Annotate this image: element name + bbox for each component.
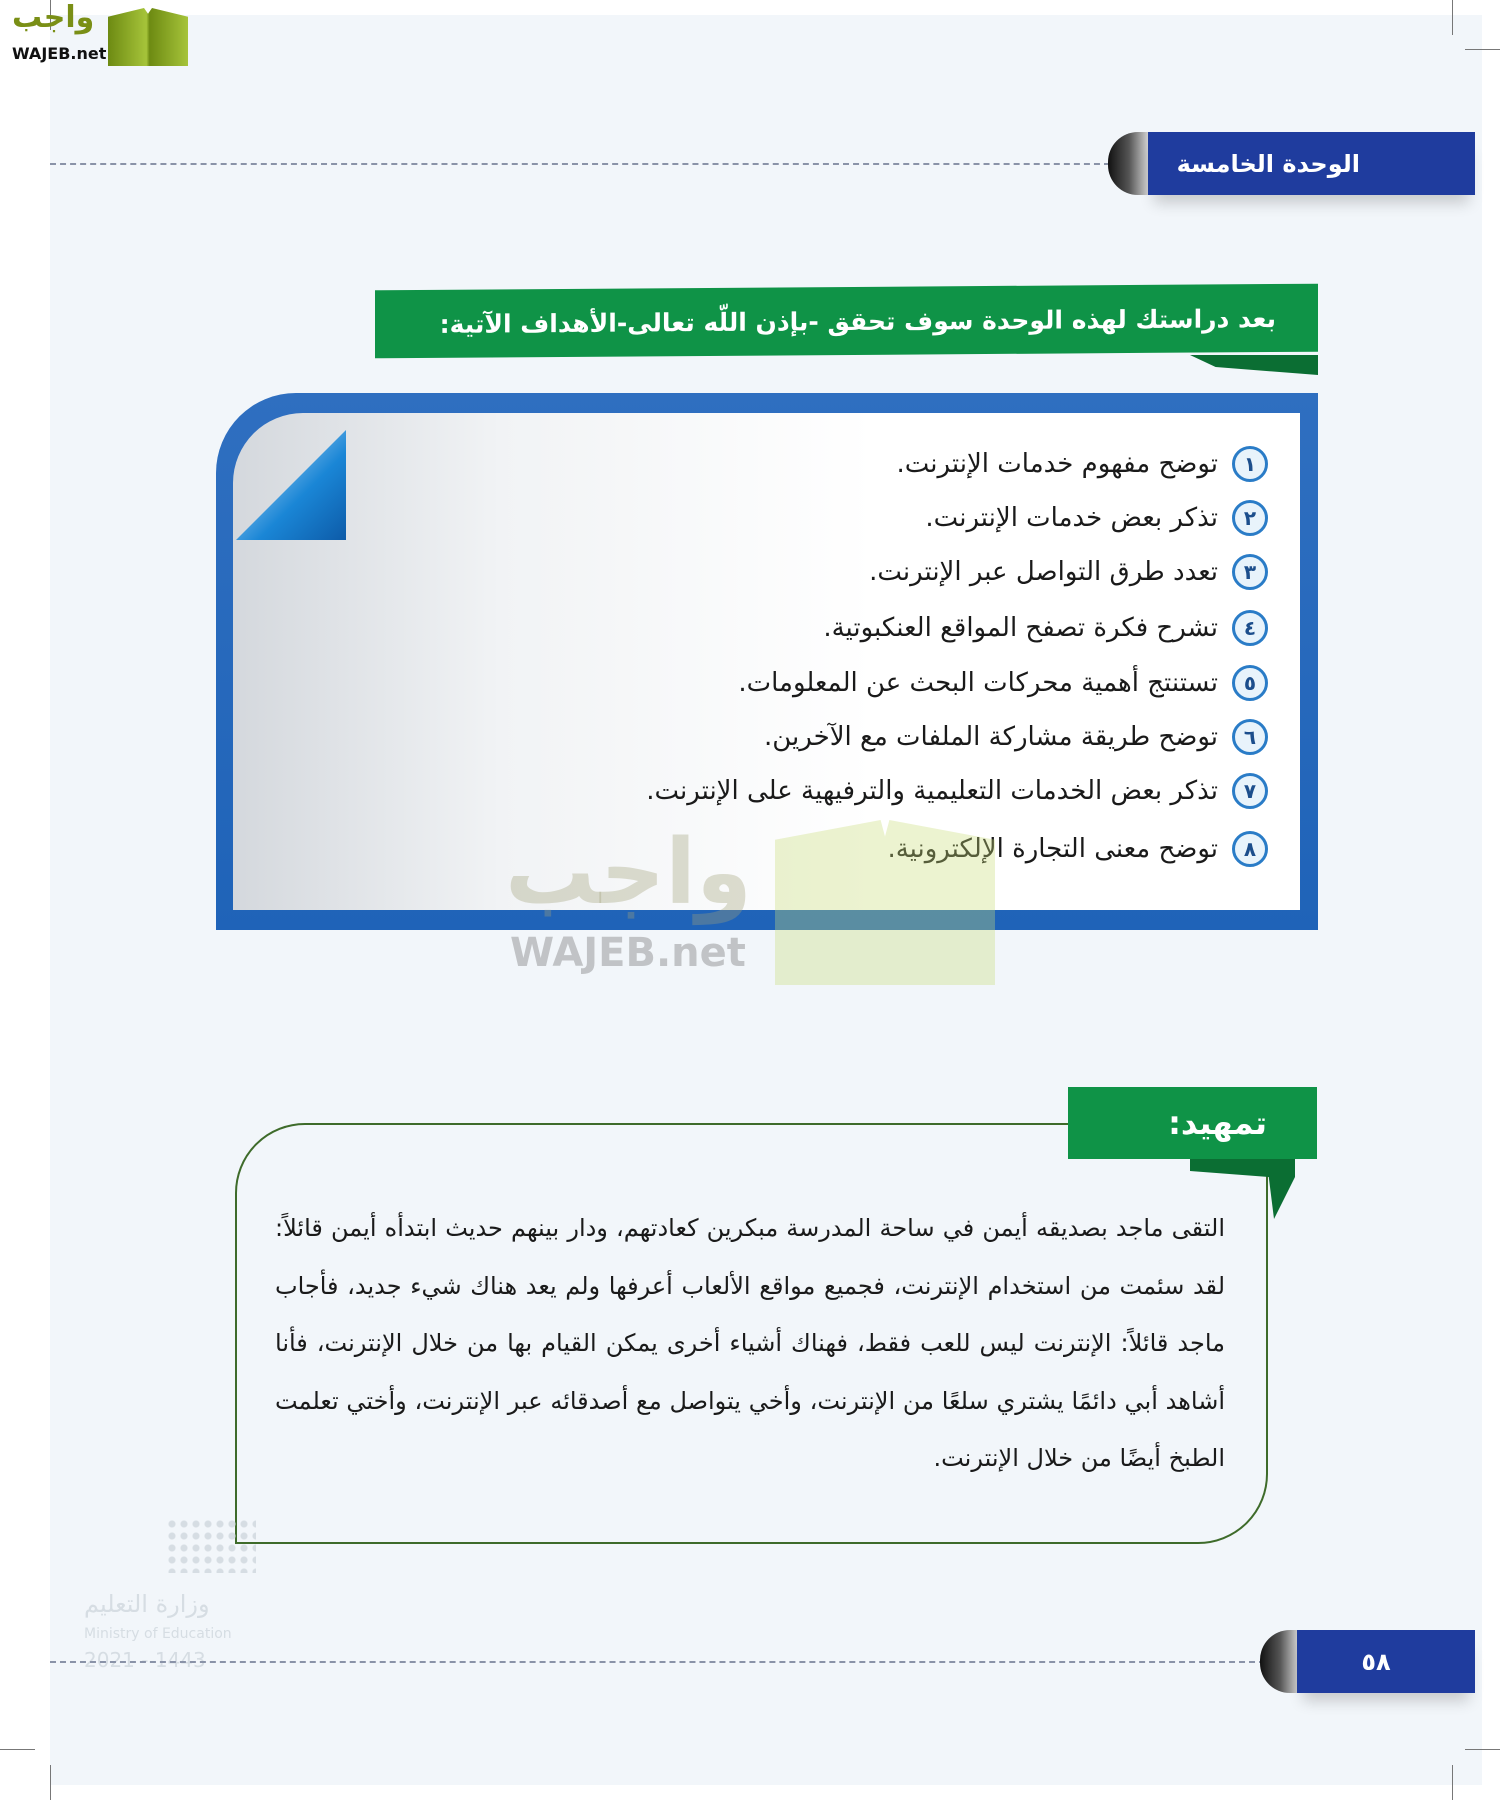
objectives-heading: بعد دراستك لهذه الوحدة سوف تحقق -بإذن اللّه تعالى-الأهداف الآتية:: [375, 284, 1318, 359]
crop-mark: [50, 1765, 51, 1800]
objective-item: [823, 610, 1268, 646]
objective-item: [764, 719, 1268, 755]
number-badge: ٦: [1232, 719, 1268, 755]
objective-item: [646, 773, 1268, 809]
number-badge: ٣: [1232, 554, 1268, 590]
intro-heading: تمهيد:: [1068, 1087, 1317, 1159]
ministry-arabic: وزارة التعليم: [84, 1590, 210, 1618]
watermark-arabic: واجب: [505, 820, 752, 925]
crop-mark: [1452, 1765, 1453, 1800]
number-badge: ٢: [1232, 500, 1268, 536]
crop-mark: [1452, 0, 1453, 35]
dots-emblem-icon: [166, 1518, 256, 1573]
crop-mark: [1465, 1749, 1500, 1750]
ministry-logo: [84, 1518, 264, 1678]
page-number: ٥٨: [1297, 1630, 1475, 1693]
objective-item: [869, 554, 1268, 590]
number-badge: ٤: [1232, 610, 1268, 646]
watermark-latin: WAJEB.net: [510, 930, 746, 976]
objective-text: تعدد طرق التواصل عبر الإنترنت.: [869, 557, 1218, 587]
objective-text: تذكر بعض الخدمات التعليمية والترفيهية على الإنترنت.: [646, 776, 1218, 806]
number-badge: ٨: [1232, 831, 1268, 867]
number-badge: ٥: [1232, 665, 1268, 701]
objective-text: توضح طريقة مشاركة الملفات مع الآخرين.: [764, 722, 1218, 752]
ministry-english: Ministry of Education: [84, 1626, 232, 1642]
objective-text: توضح مفهوم خدمات الإنترنت.: [896, 449, 1218, 479]
footer-divider: [50, 1661, 1265, 1663]
unit-title: الوحدة الخامسة: [1148, 132, 1475, 195]
objective-text: تستنتج أهمية محركات البحث عن المعلومات.: [738, 668, 1218, 698]
watermark-book-icon: [775, 820, 995, 985]
wajeb-logo[interactable]: [8, 0, 193, 68]
logo-arabic: واجب: [12, 0, 95, 35]
objective-text: توضح معنى التجارة الإلكترونية.: [887, 834, 1218, 864]
crop-mark: [0, 1749, 35, 1750]
number-badge: ٧: [1232, 773, 1268, 809]
number-badge: ١: [1232, 446, 1268, 482]
objective-text: تذكر بعض خدمات الإنترنت.: [925, 503, 1218, 533]
intro-paragraph: التقى ماجد بصديقه أيمن في ساحة المدرسة مبكرين كعادتهم، ودار بينهم حديث ابتدأه أيمن قائلاً: لقد سئمت من استخدام الإنترنت، فجميع مواقع الألعاب أعرفها ولم يعد هناك شيء جديد، فأجاب ماجد قائلاً: الإنترنت ليس للعب فقط، فهناك أشياء أخرى يمكن القيام بها من خلال الإنترنت، فأنا أشاهد أبي دائمًا يشتري سلعًا من الإنترنت، وأخي يتواصل مع أصدقائه عبر الإنترنت، وأختي تعلمت الطبخ أيضًا من خلال الإنترنت.: [275, 1214, 1225, 1472]
crop-mark: [1465, 49, 1500, 50]
ministry-year: 2021 - 1443: [84, 1648, 206, 1672]
header-divider: [50, 163, 1110, 165]
objective-text: تشرح فكرة تصفح المواقع العنكبوتية.: [823, 613, 1218, 643]
objective-item: [925, 500, 1268, 536]
objective-item: [738, 665, 1268, 701]
book-icon: [108, 8, 188, 66]
objective-item: [897, 446, 1268, 482]
logo-latin: WAJEB.net: [12, 44, 107, 63]
